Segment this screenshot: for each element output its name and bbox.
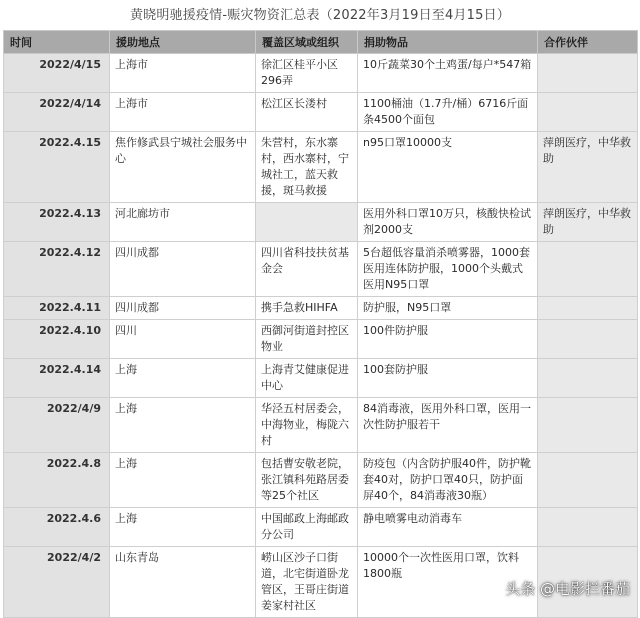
header-items: 捐助物品 <box>358 31 538 54</box>
cell-partners <box>538 54 638 93</box>
header-location: 援助地点 <box>110 31 256 54</box>
cell-area: 西御河街道封控区物业 <box>256 320 358 359</box>
cell-items: 10斤蔬菜30个土鸡蛋/每户*547箱 <box>358 54 538 93</box>
cell-date: 2022/4/15 <box>4 54 110 93</box>
cell-location: 四川成都 <box>110 242 256 297</box>
cell-date: 2022.4.10 <box>4 320 110 359</box>
cell-location: 上海 <box>110 508 256 547</box>
table-row <box>4 297 638 320</box>
cell-items: 防护服，N95口罩 <box>358 297 538 320</box>
cell-area: 上海青艾健康促进中心 <box>256 359 358 398</box>
table-row <box>4 359 638 398</box>
cell-items: 100件防护服 <box>358 320 538 359</box>
table-row <box>4 453 638 508</box>
cell-area: 华泾五村居委会，中海物业，梅陇六村 <box>256 398 358 453</box>
table-row <box>4 508 638 547</box>
header-date: 时间 <box>4 31 110 54</box>
table-row <box>4 203 638 242</box>
table-row <box>4 93 638 132</box>
cell-partners <box>538 297 638 320</box>
cell-area: 松江区长溇村 <box>256 93 358 132</box>
cell-date: 2022.4.8 <box>4 453 110 508</box>
cell-items: 医用外科口罩10万只，核酸快检试剂2000支 <box>358 203 538 242</box>
cell-date: 2022.4.12 <box>4 242 110 297</box>
table-row <box>4 54 638 93</box>
cell-items: 防疫包（内含防护服40件，防护靴套40对，防护口罩40只，防护面屏40个，84消毒液30瓶） <box>358 453 538 508</box>
cell-date: 2022/4/2 <box>4 547 110 618</box>
cell-partners <box>538 453 638 508</box>
cell-items: 10000个一次性医用口罩，饮料1800瓶 <box>358 547 538 618</box>
table-header-row <box>4 31 638 54</box>
cell-items: 84消毒液，医用外科口罩，医用一次性防护服若干 <box>358 398 538 453</box>
cell-items: 5台超低容量消杀喷雾器，1000套医用连体防护服，1000个头戴式医用N95口罩 <box>358 242 538 297</box>
cell-partners <box>538 242 638 297</box>
table-row <box>4 242 638 297</box>
cell-partners <box>538 508 638 547</box>
header-area: 覆盖区域或组织 <box>256 31 358 54</box>
donation-table <box>3 30 638 618</box>
cell-location: 上海市 <box>110 54 256 93</box>
table-row <box>4 320 638 359</box>
cell-area: 四川省科技扶贫基金会 <box>256 242 358 297</box>
cell-location: 上海 <box>110 453 256 508</box>
cell-partners <box>538 320 638 359</box>
cell-items: 1100桶油（1.7升/桶）6716斤面条4500个面包 <box>358 93 538 132</box>
cell-date: 2022.4.14 <box>4 359 110 398</box>
cell-area: 中国邮政上海邮政分公司 <box>256 508 358 547</box>
cell-items: 静电喷雾电动消毒车 <box>358 508 538 547</box>
cell-date: 2022.4.13 <box>4 203 110 242</box>
page-title: 黄晓明驰援疫情-赈灾物资汇总表（2022年3月19日至4月15日） <box>129 8 510 23</box>
cell-items: n95口罩10000支 <box>358 132 538 203</box>
watermark: 头条 @电影拦番茄 <box>505 580 630 598</box>
table-row <box>4 398 638 453</box>
cell-date: 2022.4.11 <box>4 297 110 320</box>
cell-area: 崂山区沙子口街道，北宅街道卧龙管区，王哥庄街道姜家村社区 <box>256 547 358 618</box>
cell-location: 上海 <box>110 398 256 453</box>
cell-location: 四川成都 <box>110 297 256 320</box>
cell-location: 四川 <box>110 320 256 359</box>
cell-date: 2022.4.15 <box>4 132 110 203</box>
cell-area: 携手急救HIHFA <box>256 297 358 320</box>
cell-partners: 萍朗医疗，中华救助 <box>538 203 638 242</box>
table-row <box>4 132 638 203</box>
cell-location: 河北廊坊市 <box>110 203 256 242</box>
cell-area: 徐汇区桂平小区296弄 <box>256 54 358 93</box>
cell-date: 2022/4/9 <box>4 398 110 453</box>
cell-area <box>256 203 358 242</box>
table-body <box>4 54 638 618</box>
cell-location: 上海 <box>110 359 256 398</box>
cell-location: 山东青岛 <box>110 547 256 618</box>
cell-area: 朱营村，东水寨村，西水寨村，宁城社工，蓝天救援，斑马救援 <box>256 132 358 203</box>
cell-partners <box>538 359 638 398</box>
cell-location: 焦作修武县宁城社会服务中心 <box>110 132 256 203</box>
cell-date: 2022.4.6 <box>4 508 110 547</box>
cell-area: 包括曹安敬老院，张江镇科苑路居委等25个社区 <box>256 453 358 508</box>
cell-location: 上海市 <box>110 93 256 132</box>
cell-partners: 萍朗医疗，中华救助 <box>538 132 638 203</box>
header-partners: 合作伙伴 <box>538 31 638 54</box>
cell-partners <box>538 398 638 453</box>
cell-date: 2022/4/14 <box>4 93 110 132</box>
cell-items: 100套防护服 <box>358 359 538 398</box>
cell-partners <box>538 93 638 132</box>
